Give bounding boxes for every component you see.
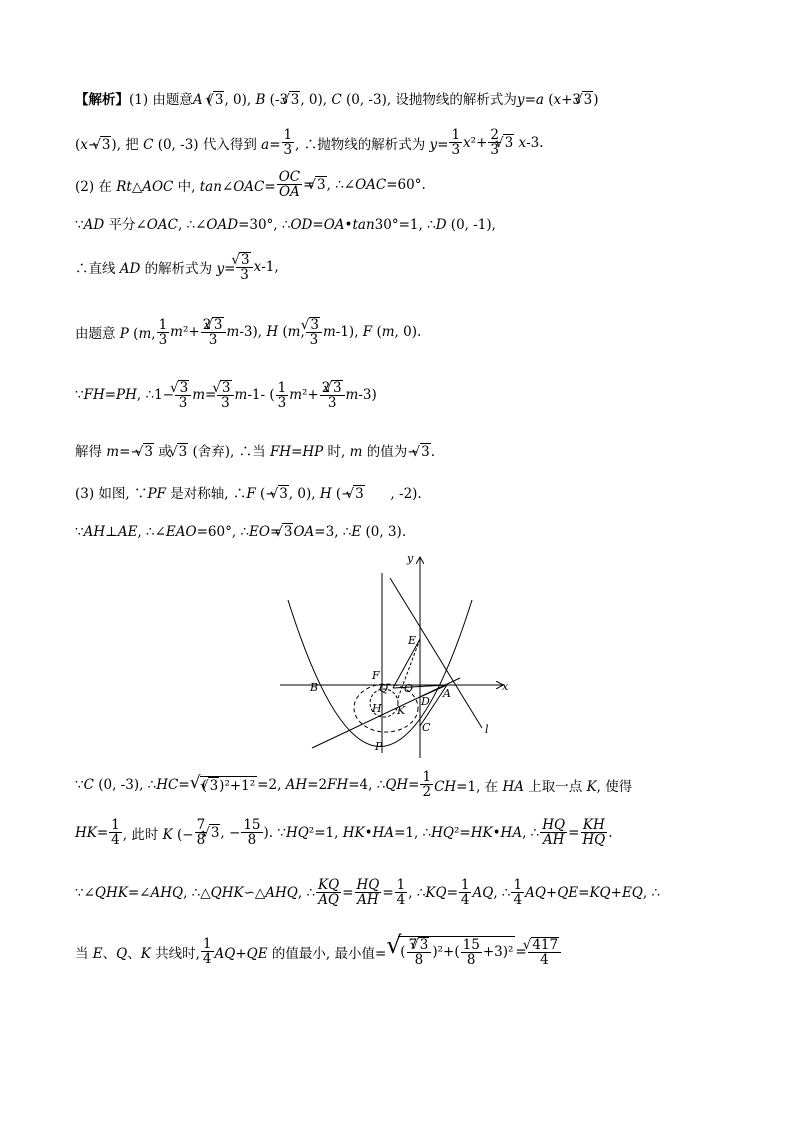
solution-line-7: ∵FH=PH, ∴1− √ $\frac{3}{3}$ m= √ $\frac{3}{3}$ m-1- ( $\frac{1}{3}$ m²+ $\frac{2√ 3}{3}$ m-3) [75, 380, 377, 410]
parabola-curve [288, 600, 472, 747]
solution-line-11: ∵C (0, -3), ∴HC= √ (√ 3)²+1² =2, AH=2FH=4, ∴QH= $\frac{1}{2}$ CH=1, 在 HA 上取一点 K, 使得 [75, 770, 632, 799]
label-f: F [372, 669, 380, 682]
solution-line-1: 【解析】 (1) 由题意A (√ 3, 0), B (-3√ 3, 0), C (0, -3), 设抛物线的解析式为y=a (x+3√ 3) [75, 88, 599, 108]
solution-line-4: ∵AD 平分∠OAC, ∴∠OAD=30°, ∴OD=OA•tan30°=1, ∴D (0, -1), [75, 217, 496, 233]
label-e: E [408, 634, 417, 647]
label-p: P [375, 740, 383, 753]
parabola-figure [270, 548, 520, 763]
label-a: A [443, 687, 451, 700]
solution-line-6: 由题意 P (m, $\frac{1}{3}$ m²+ $\frac{2√ 3}{3}$ m-3), H (m, √ $\frac{3}{3}$ m-1), F (m, 0). [75, 317, 421, 347]
solution-line-9: (3) 如图, ∵PF 是对称轴, ∴F (−√ 3, 0), H (−√ 3 , -2). [75, 482, 422, 502]
solution-line-3: (2) 在 Rt△AOC 中, tan∠OAC= $\frac{OC}{OA}$ =√ 3, ∴∠OAC=60°. [75, 170, 426, 199]
label-y: y [407, 552, 414, 565]
label-d: D [421, 695, 430, 708]
label-c: C [422, 721, 431, 734]
solution-line-14: 当 E、Q、K 共线时, $\frac{1}{4}$ AQ+QE 的值最小, 最小值= √ ( $\frac{7√ 3}{8}$ )²+( $\frac{15}{8}$ +3)² = √ $\frac{417}{4}$ [75, 936, 562, 967]
solution-line-2: (x−√ 3), 把 C (0, -3) 代入得到 a= $\frac{1}{3}$ , ∴抛物线的解析式为 y= $\frac{1}{3}$ x²+ $\frac{2}{3}$ √ 3 x-3. [75, 128, 544, 157]
label-h: H [372, 702, 382, 715]
analysis-label: 【解析】 [75, 92, 129, 108]
label-o: O [404, 682, 414, 695]
label-x: x [502, 680, 509, 693]
solution-line-8: 解得 m=−√ 3 或 √ 3 (舍弃), ∴当 FH=HP 时, m 的值为−√ 3. [75, 440, 435, 460]
label-k: K [397, 704, 406, 717]
label-q: Q [379, 682, 389, 695]
solution-line-13: ∵∠QHK=∠AHQ, ∴△QHK∽△AHQ, ∴ $\frac{KQ}{AQ}$ = $\frac{HQ}{AH}$ = $\frac{1}{4}$ , ∴KQ= $\frac{1}{4}$ AQ, ∴ $\frac{1}{4}$ AQ+QE=KQ+EQ, ∴ [75, 877, 661, 909]
solution-line-12: HK= $\frac{1}{4}$ , 此时 K (− $\frac{7}{8}$ √ 3, − $\frac{15}{8}$ ). ∵HQ²=1, HK•HA=1, ∴HQ²=HK•HA, ∴ $\frac{HQ}{AH}$ = $\frac{KH}{HQ}$ . [75, 818, 613, 847]
label-b: B [310, 681, 319, 694]
solution-line-5: ∴直线 AD 的解析式为 y= √ $\frac{3}{3}$ x-1, [75, 252, 279, 282]
label-l: l [485, 723, 489, 736]
solution-line-10: ∵AH⊥AE, ∴∠EAO=60°, ∴EO=√ 3OA=3, ∴E (0, 3). [75, 523, 406, 540]
